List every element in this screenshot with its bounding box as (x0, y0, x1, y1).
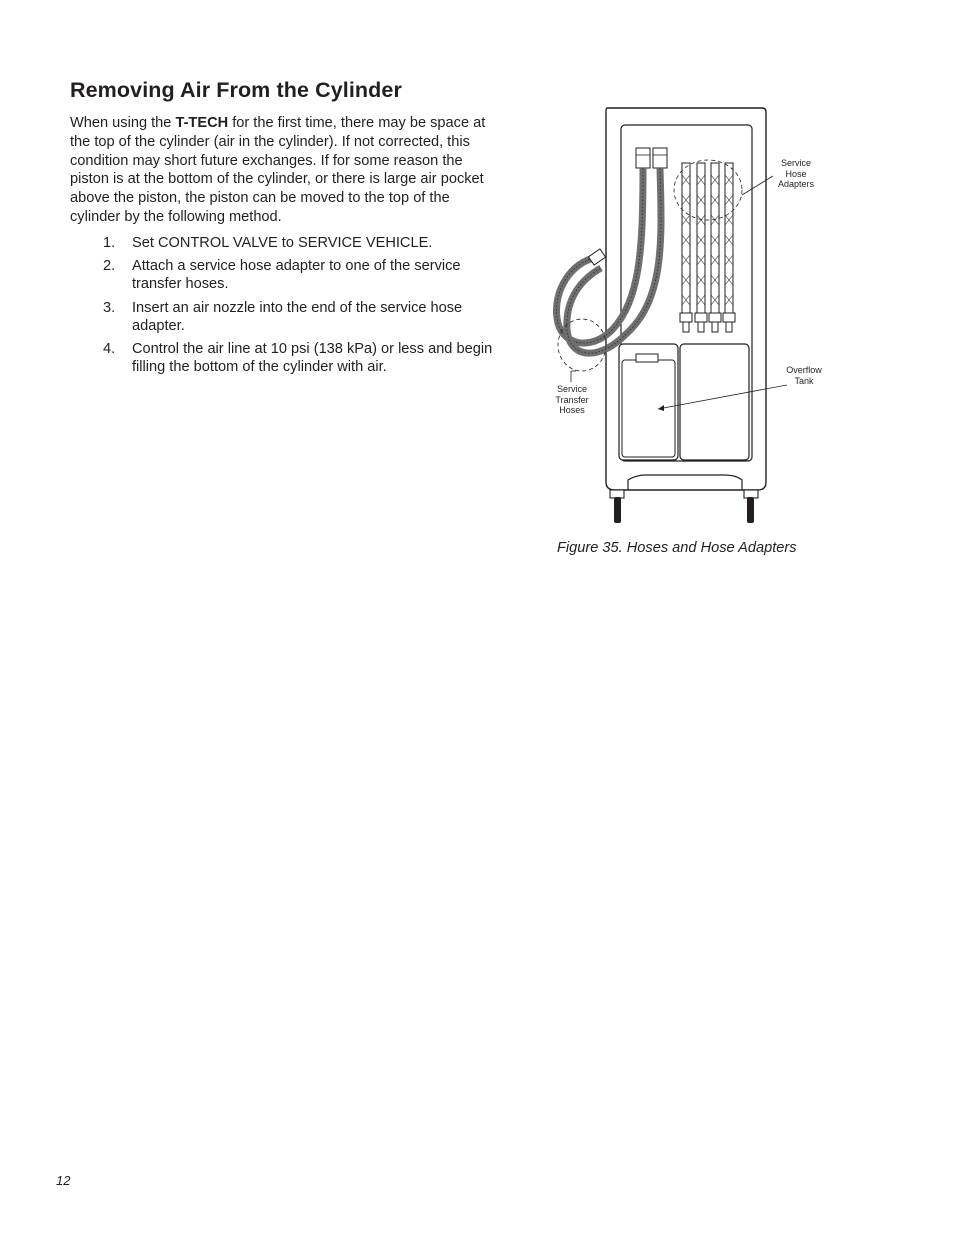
step-item (70, 234, 502, 252)
label-overflow-tank (780, 365, 828, 386)
page-number: 12 (56, 1173, 71, 1188)
step-item (70, 257, 502, 293)
step-text: Attach a service hose adapter to one of the service transfer hoses. (132, 258, 461, 293)
step-text: Set CONTROL VALVE to SERVICE VEHICLE. (132, 235, 433, 251)
procedure-steps (70, 234, 502, 381)
label-service-hose-adapters (772, 158, 820, 190)
label-line: Overflow (786, 365, 822, 375)
label-line: Hose (785, 168, 807, 179)
intro-paragraph (70, 114, 502, 227)
figure-35 (548, 100, 838, 535)
step-number: 2. (103, 258, 116, 275)
step-text: Insert an air nozzle into the end of the service hose adapter. (132, 299, 463, 334)
figure-caption: Figure 35. Hoses and Hose Adapters (557, 540, 797, 556)
step-number: 3. (103, 299, 116, 316)
step-item (70, 340, 502, 376)
label-service-transfer-hoses (548, 384, 596, 416)
label-line: Service (556, 384, 587, 394)
product-name: T-TECH (175, 115, 229, 131)
label-line: Service (780, 158, 811, 168)
intro-text-before: When using the (70, 115, 176, 131)
step-number: 1. (103, 235, 116, 251)
label-line: Tank (794, 375, 814, 386)
step-item (70, 299, 502, 335)
label-line: Adapters (777, 179, 815, 189)
label-line: Hoses (559, 405, 585, 415)
step-number: 4. (103, 341, 116, 358)
intro-text-after: for the first time, there may be space at the top of the cylinder (air in the cylinder). If not corrected, this condition may short future exchanges. If for some reason the piston is at the bottom of the cylinder, or there is large air pocket above the piston, the piston can be moved to the top of the cylinder by the following method. (70, 115, 486, 225)
step-text: Control the air line at 10 psi (138 kPa) or less and begin filling the bottom of the cylinder with air. (132, 341, 493, 376)
section-heading: Removing Air From the Cylinder (70, 78, 402, 102)
label-line: Transfer (555, 394, 589, 405)
